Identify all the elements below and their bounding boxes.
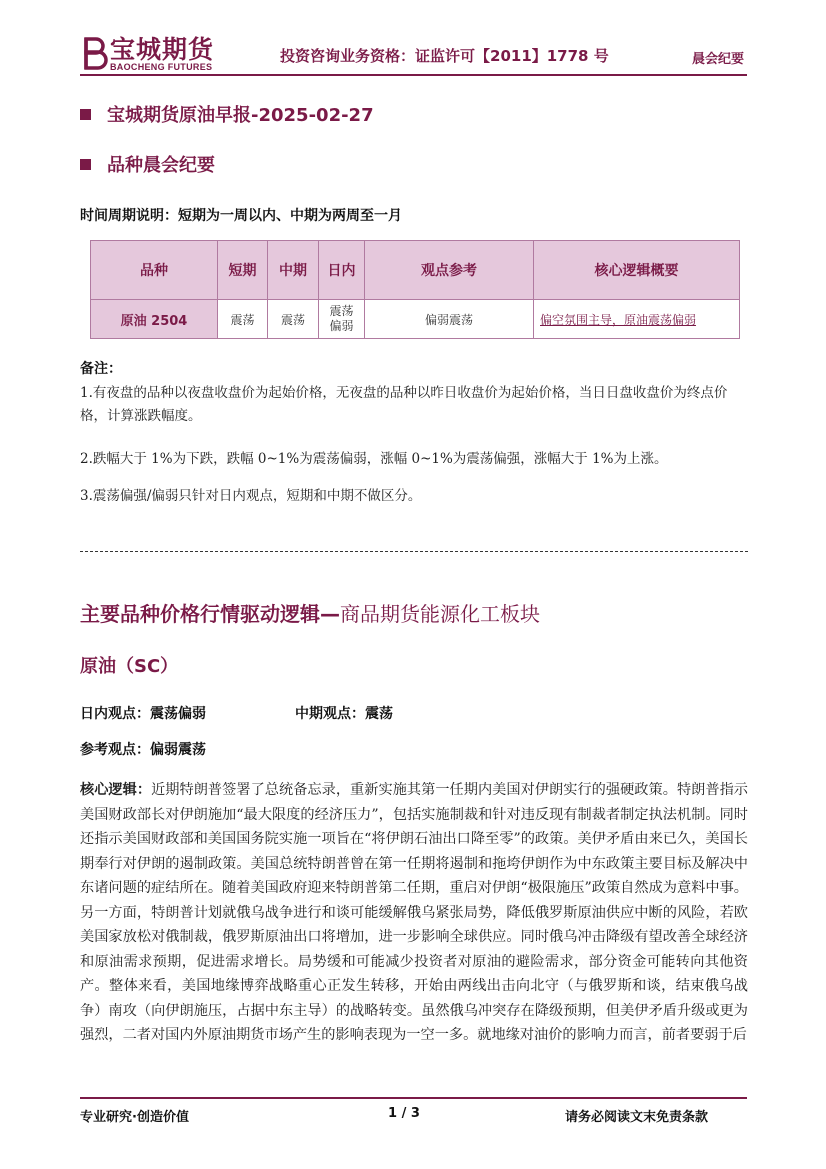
col-header-view: 观点参考 — [365, 241, 534, 300]
header-divider — [80, 74, 747, 76]
qualification-text: 投资咨询业务资格：证监许可【2011】1778 号 — [280, 47, 609, 65]
drive-subtitle-text: 商品期货能源化工板块 — [340, 602, 540, 626]
section-title — [80, 151, 215, 177]
report-title — [80, 101, 374, 127]
col-header-mid: 中期 — [268, 241, 319, 300]
intraday-view: 日内观点：震荡偏弱 — [80, 706, 206, 722]
cell-variety: 原油 2504 — [91, 300, 218, 339]
cell-short: 震荡 — [218, 300, 268, 339]
table-row — [91, 300, 740, 339]
core-logic-text: 近期特朗普签署了总统备忘录，重新实施其第一任期内美国对伊朗实行的强硬政策。特朗普指示美国财政部长对伊朗施加“最大限度的经济压力”，包括实施制裁和针对违反现有制裁者制定执法机制。同时还指示美国财政部和美国国务院实施一项旨在“将伊朗石油出口降至零”的政策。美伊矛盾由来已久，美国长期奉行对伊朗的遏制政策。美国总统特朗普曾在第一任期将遏制和拖垮伊朗作为中东政策主要目标及解决中东诸问题的症结所在。随着美国政府迎来特朗普第二任期，重启对伊朗“极限施压”政策自然成为意料中事。另一方面，特朗普计划就俄乌战争进行和谈可能缓解俄乌紧张局势，降低俄罗斯原油供应中断的风险，若欧美国家放松对俄制裁，俄罗斯原油出口将增加，进一步影响全球供应。同时俄乌冲击降级有望改善全球经济和原油需求预期，促进需求增长。局势缓和可能减少投资者对原油的避险需求，部分资金可能转向其他资产。整体来看，美国地缘博弈战略重心正发生转移，开始由两线出击向北守（与俄罗斯和谈，结束俄乌战争）南攻（向伊朗施压，占据中东主导）的战略转变。虽然俄乌冲突存在降级预期，但美伊矛盾升级或更为强烈，二者对国内外原油期货市场产生的影响表现为一空一多。就地缘对油价的影响力而言，前者要弱于后 — [80, 782, 748, 1043]
cell-intraday: 震荡偏弱 — [319, 300, 365, 339]
remark-item-2: 2.跌幅大于 1%为下跌，跌幅 0~1%为震荡偏弱，涨幅 0~1%为震荡偏强，涨幅大于 1%为上涨。 — [80, 451, 668, 467]
logo-cn-text: 宝城期货 — [110, 35, 215, 64]
core-logic-label: 核心逻辑： — [80, 782, 152, 798]
logo-en-text: BAOCHENG FUTURES — [110, 62, 213, 72]
col-header-logic: 核心逻辑概要 — [534, 241, 740, 300]
reference-view: 参考观点：偏弱震荡 — [80, 742, 206, 758]
footer-slogan: 专业研究·创造价值 — [80, 1110, 189, 1125]
col-header-variety: 品种 — [91, 241, 218, 300]
summary-table — [90, 240, 740, 339]
cell-logic-link[interactable]: 偏空氛围主导，原油震荡偏弱 — [534, 300, 740, 339]
remarks-title: 备注： — [80, 361, 122, 377]
remark-item-1: 1.有夜盘的品种以夜盘收盘价为起始价格，无夜盘的品种以昨日收盘价为起始价格，当日日盘收盘价为终点价格，计算涨跌幅度。 — [80, 385, 728, 424]
page-number: 1 / 3 — [388, 1106, 420, 1121]
remark-item-3: 3.震荡偏强/偏弱只针对日内观点，短期和中期不做区分。 — [80, 488, 422, 504]
col-header-intraday: 日内 — [319, 241, 365, 300]
report-title-text: 宝城期货原油早报-2025-02-27 — [107, 105, 374, 126]
cell-view: 偏弱震荡 — [365, 300, 534, 339]
section-title-text: 品种晨会纪要 — [107, 155, 215, 176]
commodity-title: 原油（SC） — [80, 656, 179, 677]
dashed-divider — [80, 551, 748, 552]
col-header-short: 短期 — [218, 241, 268, 300]
table-header-row — [91, 241, 740, 300]
square-bullet-icon — [80, 159, 91, 170]
mid-view: 中期观点：震荡 — [295, 706, 393, 722]
drive-title-text: 主要品种价格行情驱动逻辑— — [80, 602, 340, 626]
core-logic-paragraph — [80, 778, 748, 1048]
company-logo-icon — [82, 36, 108, 70]
cell-mid: 震荡 — [268, 300, 319, 339]
period-note: 时间周期说明：短期为一周以内、中期为两周至一月 — [80, 208, 402, 224]
drive-section-title — [80, 598, 540, 627]
square-bullet-icon — [80, 109, 91, 120]
footer-disclaimer: 请务必阅读文末免责条款 — [565, 1110, 709, 1125]
doc-type-label: 晨会纪要 — [692, 52, 745, 67]
footer-divider — [80, 1097, 747, 1099]
